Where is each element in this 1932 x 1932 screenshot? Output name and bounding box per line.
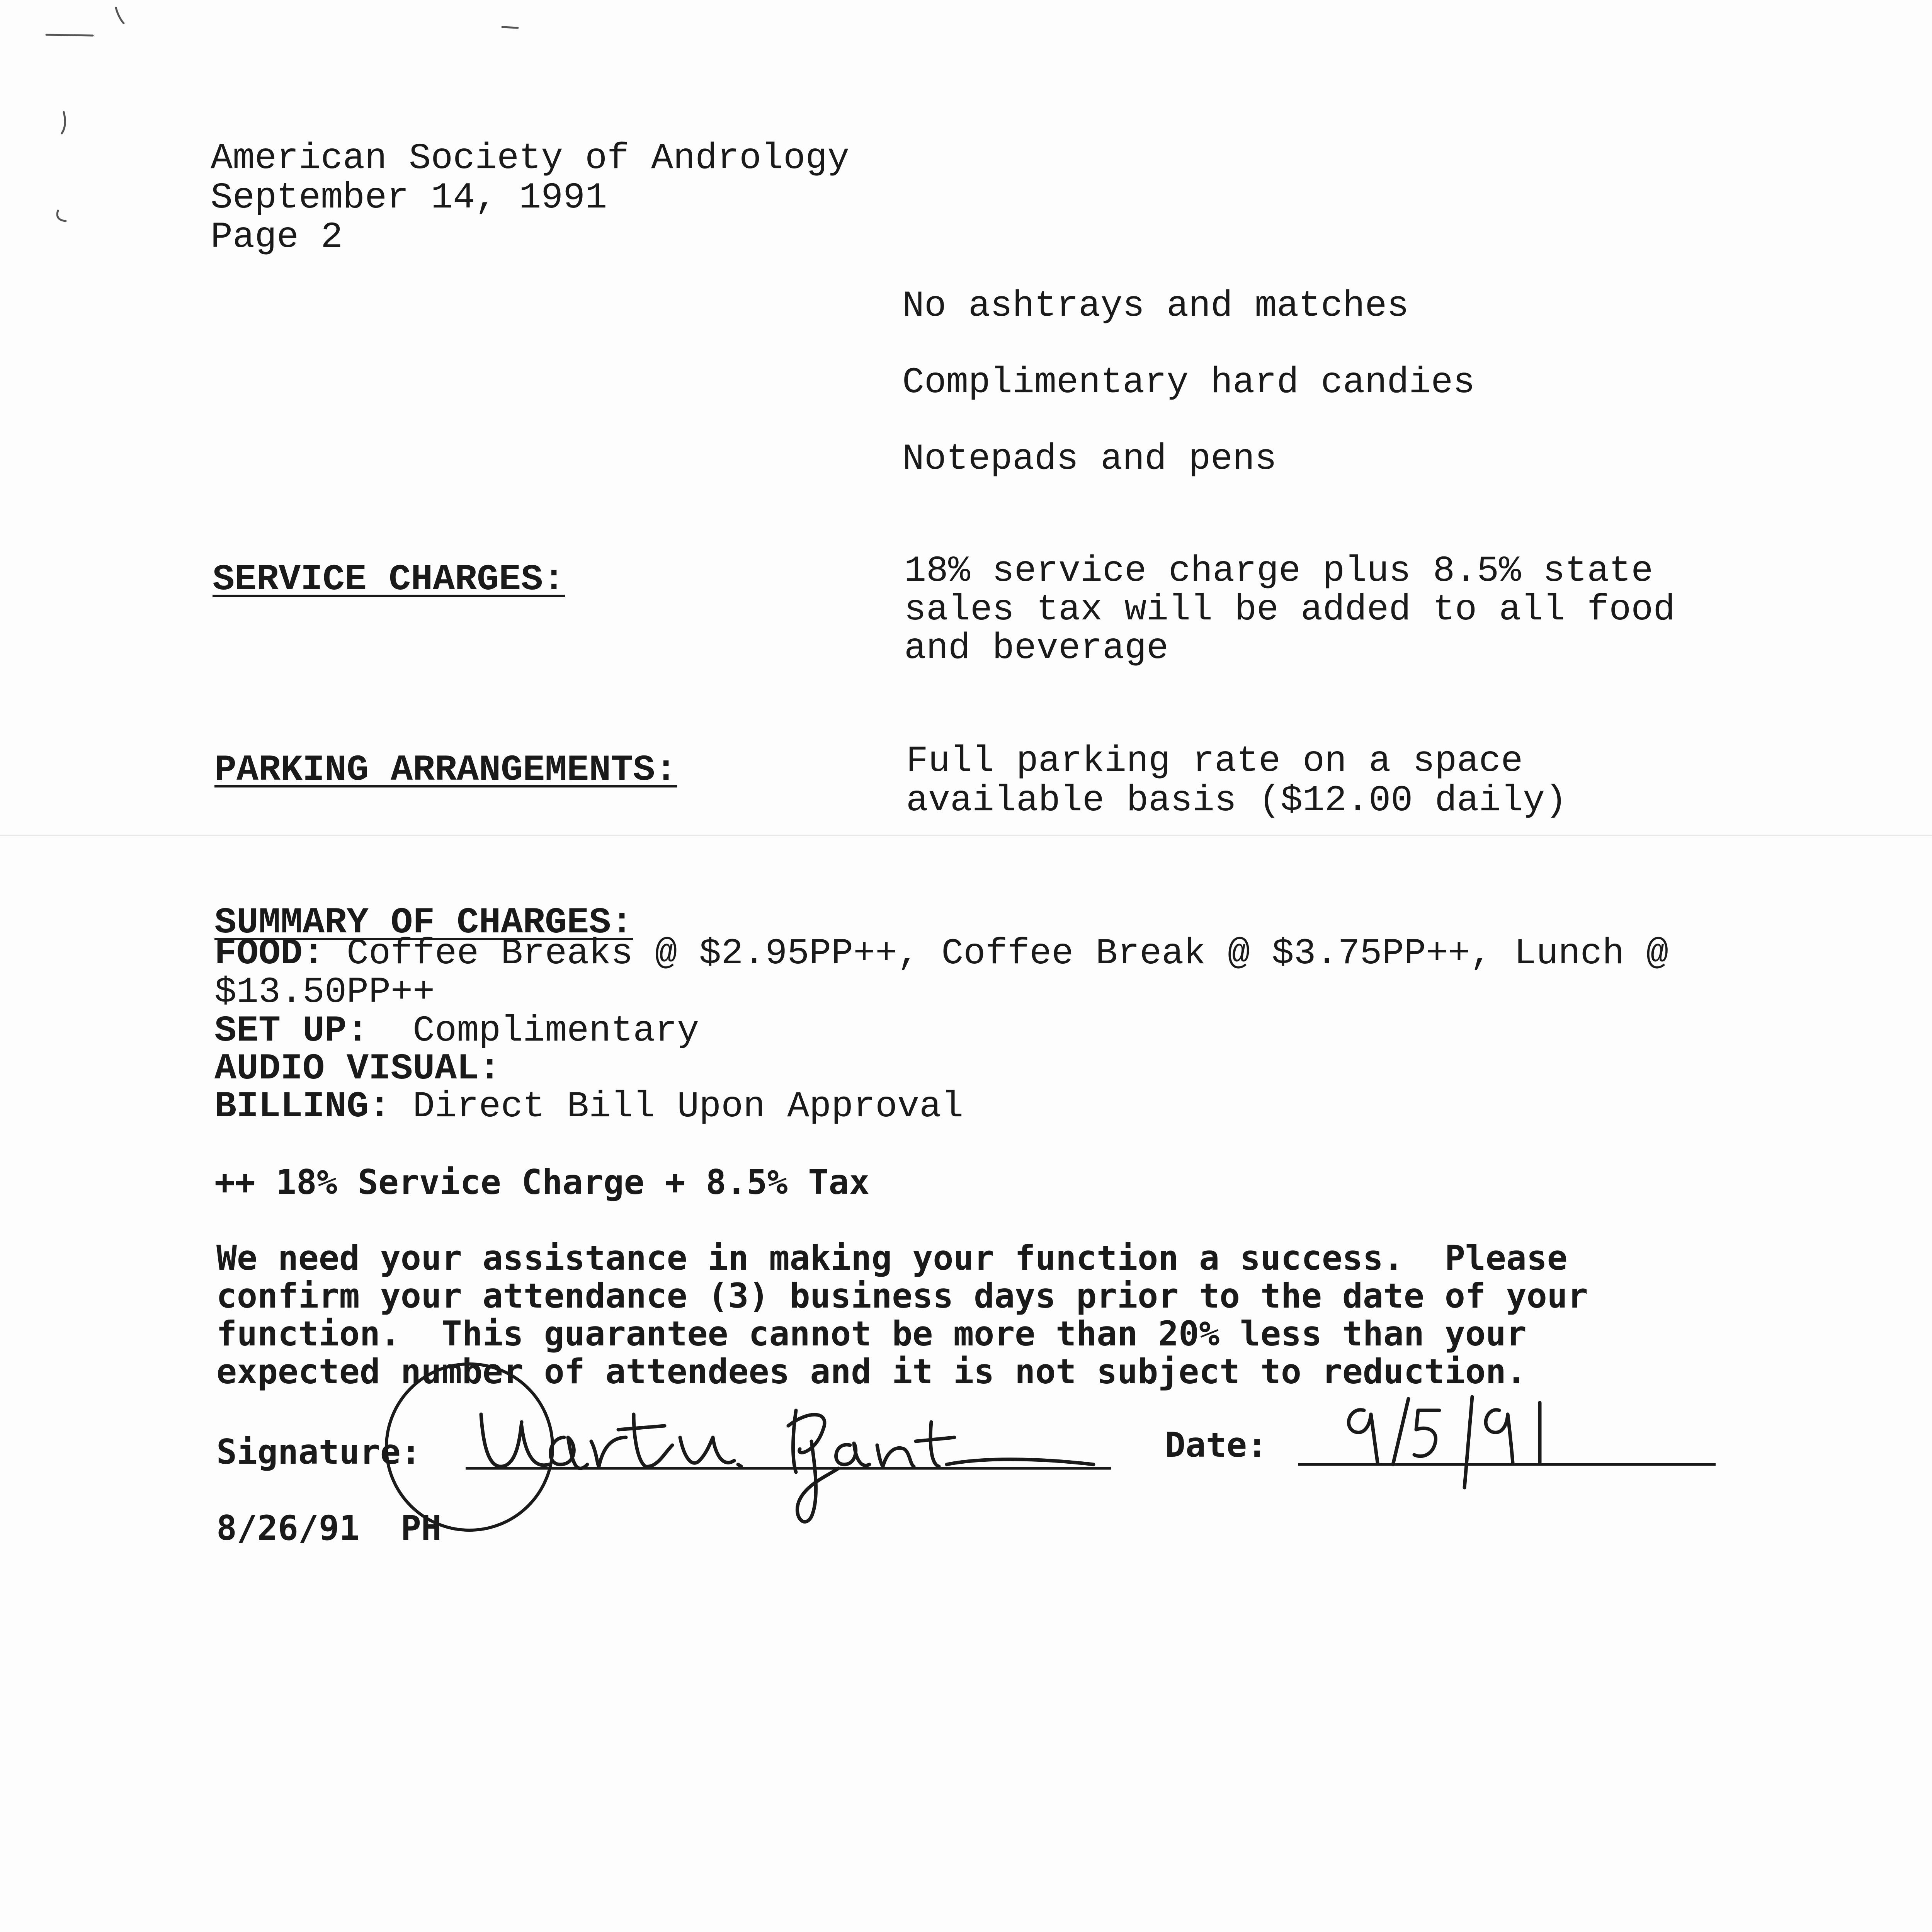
service-charges-label: SERVICE CHARGES: (213, 559, 565, 600)
amenity-notepads: Notepads and pens (902, 438, 1277, 480)
header-page-number: Page 2 (211, 216, 343, 258)
summary-food-label: FOOD: (214, 933, 325, 975)
service-charges-line-3: and beverage (904, 628, 1169, 669)
handwritten-signature (481, 1410, 1094, 1522)
summary-food-value: Coffee Breaks @ $2.95PP++, Coffee Break @ $3.75PP++, Lunch @ (347, 933, 1668, 975)
summary-av-label: AUDIO VISUAL: (214, 1048, 501, 1090)
summary-food-value-cont: $13.50PP++ (214, 971, 435, 1013)
notice-line-3: function. This guarantee cannot be more than 20% less than your (216, 1314, 1527, 1354)
service-charges-line-1: 18% service charge plus 8.5% state (904, 550, 1653, 592)
summary-heading: SUMMARY OF CHARGES: (214, 902, 633, 944)
amenity-ashtrays: No ashtrays and matches (902, 285, 1409, 327)
scan-specks (46, 8, 518, 221)
parking-line-2: available basis ($12.00 daily) (906, 780, 1567, 821)
tax-note: ++ 18% Service Charge + 8.5% Tax (214, 1162, 870, 1202)
handwritten-date (1349, 1397, 1540, 1488)
summary-billing-value: Direct Bill Upon Approval (413, 1086, 964, 1128)
notice-line-4: expected number of attendees and it is not subject to reduction. (216, 1352, 1527, 1391)
amenity-candies: Complimentary hard candies (902, 362, 1475, 403)
date-label: Date: (1165, 1425, 1267, 1465)
footer-initials: 8/26/91 PH (216, 1508, 442, 1548)
summary-setup-label: SET UP: (214, 1010, 369, 1052)
notice-line-1: We need your assistance in making your function a success. Please (216, 1238, 1568, 1278)
service-charges-line-2: sales tax will be added to all food (904, 589, 1675, 631)
summary-setup-value: Complimentary (413, 1010, 699, 1052)
signature-label: Signature: (216, 1432, 421, 1472)
summary-billing-label: BILLING: (214, 1086, 391, 1128)
parking-label: PARKING ARRANGEMENTS: (214, 749, 677, 791)
header-organization: American Society of Andrology (211, 138, 850, 179)
parking-line-1: Full parking rate on a space (906, 740, 1523, 782)
notice-line-2: confirm your attendance (3) business days prior to the date of your (216, 1276, 1588, 1316)
header-date: September 14, 1991 (211, 177, 607, 219)
